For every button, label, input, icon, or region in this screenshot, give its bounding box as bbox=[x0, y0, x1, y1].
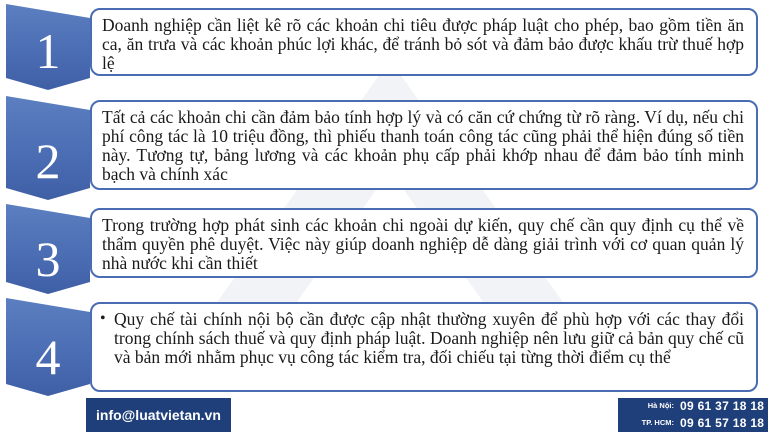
step-3-number: 3 bbox=[35, 231, 61, 287]
step-1-text: Doanh nghiệp cần liệt kê rõ các khoản chi tiêu được pháp luật cho phép, bao gồm tiền ăn ca, ăn trưa và các khoản phúc lợi khác, để tránh bỏ sót và đảm bảo được khấu trừ thuế hợp lệ bbox=[90, 8, 758, 76]
step-4-number: 4 bbox=[35, 329, 61, 385]
hcm-label: TP. HCM: bbox=[641, 418, 674, 427]
contact-phones bbox=[618, 398, 768, 432]
footer bbox=[0, 398, 768, 432]
hanoi-label: Hà Nội: bbox=[647, 401, 674, 410]
hanoi-contact bbox=[618, 398, 768, 415]
hanoi-phone[interactable]: 09 61 37 18 18 bbox=[680, 399, 765, 413]
email-link[interactable]: info@luatvietan.vn bbox=[86, 398, 231, 432]
hcm-phone[interactable]: 09 61 57 18 18 bbox=[680, 416, 765, 430]
step-2-number: 2 bbox=[35, 133, 61, 189]
step-3-text: Trong trường hợp phát sinh các khoản chi ngoài dự kiến, quy chế cần quy định cụ thể về thẩm quyền phê duyệt. Việc này giúp doanh nghiệp dễ dàng giải trình với cơ quan quản lý nhà nước khi cần thiết bbox=[90, 208, 758, 278]
step-4-text: • Quy chế tài chính nội bộ cần được cập nhật thường xuyên để phù hợp với các thay đổi trong chính sách thuế và quy định pháp luật. Doanh nghiệp nên lưu giữ cả bản quy chế cũ và bản mới nhằm phục vụ công tác kiểm tra, đối chiếu tại từng thời điểm cụ thể bbox=[90, 302, 758, 392]
hcm-contact bbox=[618, 415, 768, 432]
step-2-text: Tất cả các khoản chi cần đảm bảo tính hợp lý và có căn cứ chứng từ rõ ràng. Ví dụ, nếu chi phí công tác là 10 triệu đồng, thì phiếu thanh toán công tác cũng phải thể hiện đúng số tiền này. Tương tự, bảng lương và các khoản phụ cấp phải khớp nhau để đảm bảo tính minh bạch và chính xác bbox=[90, 100, 758, 190]
step-1-number: 1 bbox=[35, 23, 61, 79]
